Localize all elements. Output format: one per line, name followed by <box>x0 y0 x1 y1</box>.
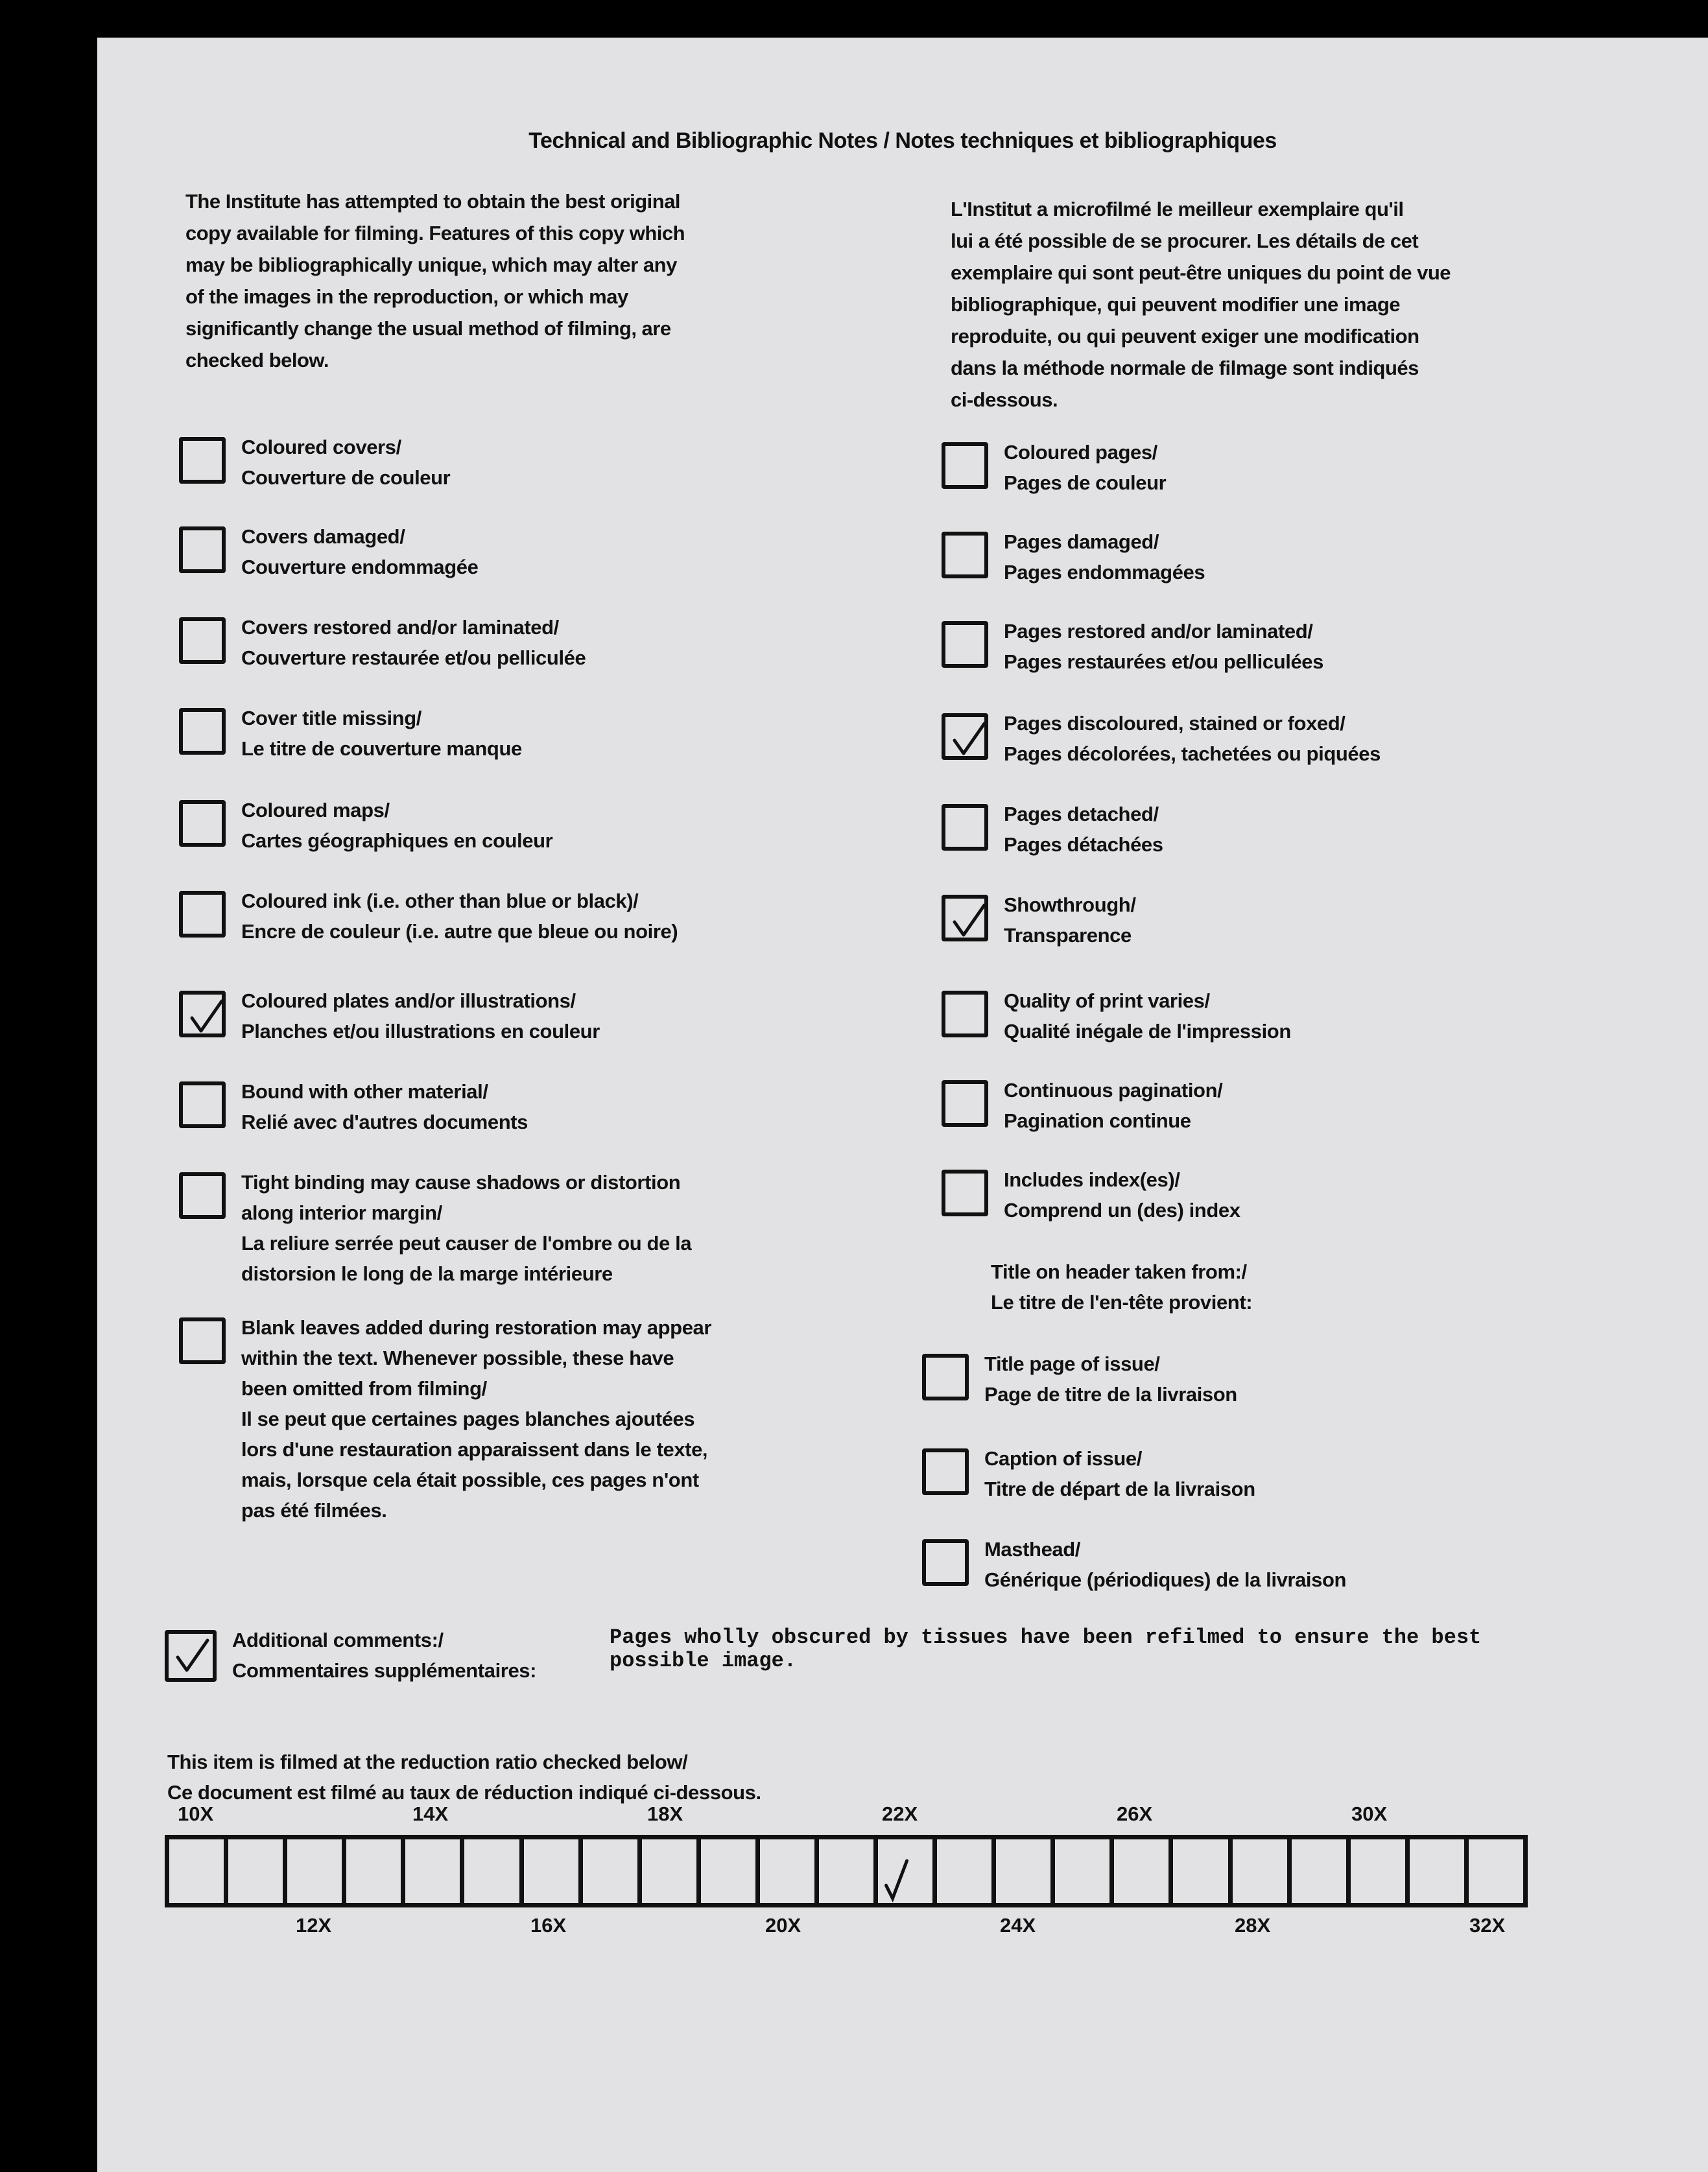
label-line: mais, lorsque cela était possible, ces pages n'ont <box>241 1469 699 1491</box>
checkbox[interactable] <box>179 437 226 484</box>
checklist-label <box>241 1312 711 1526</box>
label-line: lors d'une restauration apparaissent dans le texte, <box>241 1438 708 1461</box>
ratio-label-bottom: 12X <box>296 1914 332 1937</box>
checklist-label <box>1004 526 1205 587</box>
label-line: Covers restored and/or laminated/ <box>241 616 559 639</box>
checkbox[interactable] <box>179 800 226 847</box>
label-line: Coloured ink (i.e. other than blue or black)/ <box>241 890 639 912</box>
label-line: Showthrough/ <box>1004 893 1136 916</box>
label-line: Qualité inégale de l'impression <box>1004 1020 1291 1043</box>
ratio-label-top: 30X <box>1351 1802 1388 1825</box>
ratio-cell[interactable] <box>519 1835 578 1907</box>
ratio-label-bottom: 28X <box>1235 1914 1271 1937</box>
label-line: Blank leaves added during restoration may appear <box>241 1316 712 1339</box>
scale-divider <box>1464 1835 1469 1907</box>
page-title: Technical and Bibliographic Notes / Notes techniques et bibliographiques <box>528 128 1277 153</box>
checkbox[interactable] <box>179 1081 226 1128</box>
checkbox[interactable] <box>179 891 226 938</box>
ratio-cell[interactable] <box>873 1835 932 1907</box>
checkbox[interactable] <box>922 1354 969 1400</box>
label-line: Cartes géographiques en couleur <box>241 829 553 852</box>
ratio-cell[interactable] <box>1346 1835 1405 1907</box>
label-line: Cover title missing/ <box>241 707 421 729</box>
label-line: Couverture endommagée <box>241 556 479 578</box>
label-line: Relié avec d'autres documents <box>241 1111 528 1133</box>
ratio-cell[interactable] <box>460 1835 519 1907</box>
checkbox[interactable] <box>179 991 226 1037</box>
label-line: Transparence <box>1004 924 1132 947</box>
comments-text <box>610 1626 1481 1673</box>
ratio-cell[interactable] <box>342 1835 401 1907</box>
ratio-label-bottom: 32X <box>1469 1914 1506 1937</box>
scale-divider <box>401 1835 405 1907</box>
ratio-cell[interactable] <box>1228 1835 1287 1907</box>
label-line: Page de titre de la livraison <box>984 1383 1237 1406</box>
label-line: Title page of issue/ <box>984 1352 1160 1375</box>
label-line: Pages discoloured, stained or foxed/ <box>1004 712 1346 735</box>
checkbox[interactable] <box>165 1630 217 1682</box>
comments-label <box>232 1625 536 1686</box>
checkmark-icon <box>945 899 992 945</box>
ratio-cell[interactable] <box>165 1835 224 1907</box>
reduction-line: Ce document est filmé au taux de réduction indiqué ci-dessous. <box>167 1781 761 1804</box>
intro-line: exemplaire qui sont peut-être uniques du point de vue <box>951 261 1451 284</box>
checklist-label <box>1004 986 1291 1046</box>
checkbox[interactable] <box>922 1539 969 1586</box>
checkbox[interactable] <box>942 442 988 489</box>
label-line: along interior margin/ <box>241 1201 442 1224</box>
reduction-scale <box>165 1835 1528 1907</box>
scale-divider <box>578 1835 583 1907</box>
label-line: Pages detached/ <box>1004 803 1159 825</box>
comment-line: Pages wholly obscured by tissues have been refilmed to ensure the best <box>610 1625 1482 1649</box>
checkmark-icon <box>945 717 992 764</box>
checkmark-icon <box>873 1835 932 1907</box>
intro-line: lui a été possible de se procurer. Les détails de cet <box>951 230 1419 252</box>
label-line: Titre de départ de la livraison <box>984 1478 1255 1500</box>
checkbox[interactable] <box>179 708 226 755</box>
label-line: Pages restaurées et/ou pelliculées <box>1004 650 1323 673</box>
scale-divider <box>1346 1835 1351 1907</box>
intro-line: checked below. <box>185 349 329 372</box>
label-line: Masthead/ <box>984 1538 1080 1561</box>
ratio-cell[interactable] <box>991 1835 1050 1907</box>
label-line: Pages endommagées <box>1004 561 1205 584</box>
intro-line: bibliographique, qui peuvent modifier une image <box>951 293 1400 316</box>
checkmark-icon <box>169 1634 215 1681</box>
scale-divider <box>755 1835 760 1907</box>
checkbox[interactable] <box>942 621 988 668</box>
scale-divider <box>1050 1835 1055 1907</box>
scale-divider <box>460 1835 464 1907</box>
scale-divider <box>1228 1835 1233 1907</box>
ratio-cell[interactable] <box>1287 1835 1346 1907</box>
checklist-label <box>1004 1075 1222 1136</box>
checkbox[interactable] <box>942 713 988 760</box>
checkbox[interactable] <box>942 1170 988 1216</box>
label-line: Comprend un (des) index <box>1004 1199 1240 1222</box>
intro-line: dans la méthode normale de filmage sont indiqués <box>951 357 1419 379</box>
intro-line: copy available for filming. Features of this copy which <box>185 222 685 244</box>
label-line: Coloured maps/ <box>241 799 390 821</box>
notes-sheet <box>97 38 1708 2172</box>
checklist-label <box>1004 890 1136 950</box>
label-line: Coloured plates and/or illustrations/ <box>241 989 576 1012</box>
ratio-label-bottom: 20X <box>765 1914 801 1937</box>
ratio-label-top: 26X <box>1117 1802 1153 1825</box>
label-line: been omitted from filming/ <box>241 1377 487 1400</box>
ratio-label-bottom: 16X <box>530 1914 567 1937</box>
checklist-label <box>1004 616 1323 677</box>
checklist-label <box>241 795 552 856</box>
checklist-label <box>984 1349 1237 1410</box>
label-line: Quality of print varies/ <box>1004 989 1210 1012</box>
checklist-label <box>1004 708 1381 769</box>
ratio-label-top: 22X <box>882 1802 918 1825</box>
ratio-label-top: 18X <box>647 1802 683 1825</box>
ratio-cell[interactable] <box>1464 1835 1523 1907</box>
ratio-label-bottom: 24X <box>1000 1914 1036 1937</box>
checkbox[interactable] <box>942 1080 988 1127</box>
checklist-label <box>241 886 678 947</box>
label-line: Coloured pages/ <box>1004 441 1157 464</box>
label-line: Pages restored and/or laminated/ <box>1004 620 1313 643</box>
ratio-cell[interactable] <box>578 1835 637 1907</box>
intro-line: significantly change the usual method of filming, are <box>185 317 671 340</box>
checklist-label <box>241 986 600 1046</box>
scale-divider <box>224 1835 228 1907</box>
ratio-cell[interactable] <box>1405 1835 1464 1907</box>
ratio-label-top: 14X <box>412 1802 449 1825</box>
label-line: Couverture restaurée et/ou pelliculée <box>241 646 586 669</box>
label-line: Additional comments:/ <box>232 1629 444 1651</box>
checklist-label <box>1004 1164 1240 1225</box>
header-source-line: Title on header taken from:/ <box>991 1260 1247 1283</box>
comment-line: possible image. <box>610 1649 797 1673</box>
scale-divider <box>873 1835 878 1907</box>
label-line: Le titre de couverture manque <box>241 737 522 760</box>
ratio-cell[interactable] <box>283 1835 342 1907</box>
label-line: Il se peut que certaines pages blanches ajoutées <box>241 1408 695 1430</box>
label-line: Commentaires supplémentaires: <box>232 1659 537 1682</box>
reduction-line: This item is filmed at the reduction ratio checked below/ <box>167 1751 688 1773</box>
intro-line: The Institute has attempted to obtain the best original <box>185 190 681 213</box>
label-line: pas été filmées. <box>241 1499 387 1522</box>
checklist-label <box>1004 799 1163 860</box>
intro-line: may be bibliographically unique, which may alter any <box>185 254 677 276</box>
label-line: Caption of issue/ <box>984 1447 1142 1470</box>
intro-line: of the images in the reproduction, or which may <box>185 285 628 308</box>
intro-french <box>951 193 1451 416</box>
label-line: Pagination continue <box>1004 1109 1191 1132</box>
header-source-label <box>991 1257 1252 1317</box>
checklist-label <box>984 1534 1346 1595</box>
label-line: Pages détachées <box>1004 833 1163 856</box>
label-line: Bound with other material/ <box>241 1080 488 1103</box>
checklist-label <box>1004 437 1166 498</box>
scale-divider <box>932 1835 937 1907</box>
header-source-line: Le titre de l'en-tête provient: <box>991 1291 1253 1314</box>
scale-divider <box>1405 1835 1410 1907</box>
scale-divider <box>991 1835 996 1907</box>
ratio-cell[interactable] <box>224 1835 283 1907</box>
checklist-label <box>241 612 586 673</box>
label-line: Covers damaged/ <box>241 525 405 548</box>
scale-divider <box>283 1835 287 1907</box>
scale-divider <box>814 1835 819 1907</box>
scale-divider <box>342 1835 346 1907</box>
checklist-label <box>984 1443 1255 1504</box>
intro-line: reproduite, ou qui peuvent exiger une modification <box>951 325 1419 348</box>
label-line: distorsion le long de la marge intérieure <box>241 1262 613 1285</box>
checklist-label <box>241 1076 528 1137</box>
label-line: La reliure serrée peut causer de l'ombre ou de la <box>241 1232 692 1255</box>
label-line: Planches et/ou illustrations en couleur <box>241 1020 600 1043</box>
checklist-label <box>241 432 450 493</box>
label-line: within the text. Whenever possible, these have <box>241 1347 674 1369</box>
intro-line: L'Institut a microfilmé le meilleur exemplaire qu'il <box>951 198 1404 220</box>
label-line: Tight binding may cause shadows or distortion <box>241 1171 681 1194</box>
scale-divider <box>637 1835 642 1907</box>
ratio-cell[interactable] <box>1050 1835 1109 1907</box>
intro-english <box>185 185 685 376</box>
label-line: Includes index(es)/ <box>1004 1168 1180 1191</box>
ratio-cell[interactable] <box>755 1835 814 1907</box>
ratio-cell[interactable] <box>932 1835 991 1907</box>
checkbox[interactable] <box>942 804 988 851</box>
checkbox[interactable] <box>179 526 226 573</box>
ratio-cell[interactable] <box>401 1835 460 1907</box>
scale-divider <box>1109 1835 1114 1907</box>
checklist-label <box>241 703 522 764</box>
checkbox[interactable] <box>942 991 988 1037</box>
scale-divider <box>1168 1835 1173 1907</box>
checkbox[interactable] <box>942 532 988 578</box>
label-line: Pages décolorées, tachetées ou piquées <box>1004 742 1381 765</box>
label-line: Couverture de couleur <box>241 466 451 489</box>
scale-divider <box>1287 1835 1292 1907</box>
scale-divider <box>519 1835 524 1907</box>
scale-divider <box>696 1835 701 1907</box>
intro-line: ci-dessous. <box>951 388 1058 411</box>
checkbox[interactable] <box>942 895 988 941</box>
label-line: Continuous pagination/ <box>1004 1079 1223 1102</box>
label-line: Générique (périodiques) de la livraison <box>984 1568 1347 1591</box>
ratio-cell[interactable] <box>1109 1835 1168 1907</box>
ratio-cell[interactable] <box>1168 1835 1228 1907</box>
label-line: Coloured covers/ <box>241 436 401 458</box>
ratio-cell[interactable] <box>814 1835 873 1907</box>
label-line: Pages de couleur <box>1004 471 1167 494</box>
label-line: Pages damaged/ <box>1004 530 1159 553</box>
ratio-cell[interactable] <box>696 1835 755 1907</box>
label-line: Encre de couleur (i.e. autre que bleue ou noire) <box>241 920 678 943</box>
checkbox[interactable] <box>179 1172 226 1219</box>
ratio-cell[interactable] <box>637 1835 696 1907</box>
checkbox[interactable] <box>922 1448 969 1495</box>
checklist-label <box>241 521 478 582</box>
ratio-label-top: 10X <box>178 1802 214 1825</box>
reduction-ratio-label <box>167 1747 761 1808</box>
checkbox[interactable] <box>179 1317 226 1364</box>
checkbox[interactable] <box>179 617 226 664</box>
checkmark-icon <box>183 995 230 1041</box>
checklist-label <box>241 1167 691 1289</box>
